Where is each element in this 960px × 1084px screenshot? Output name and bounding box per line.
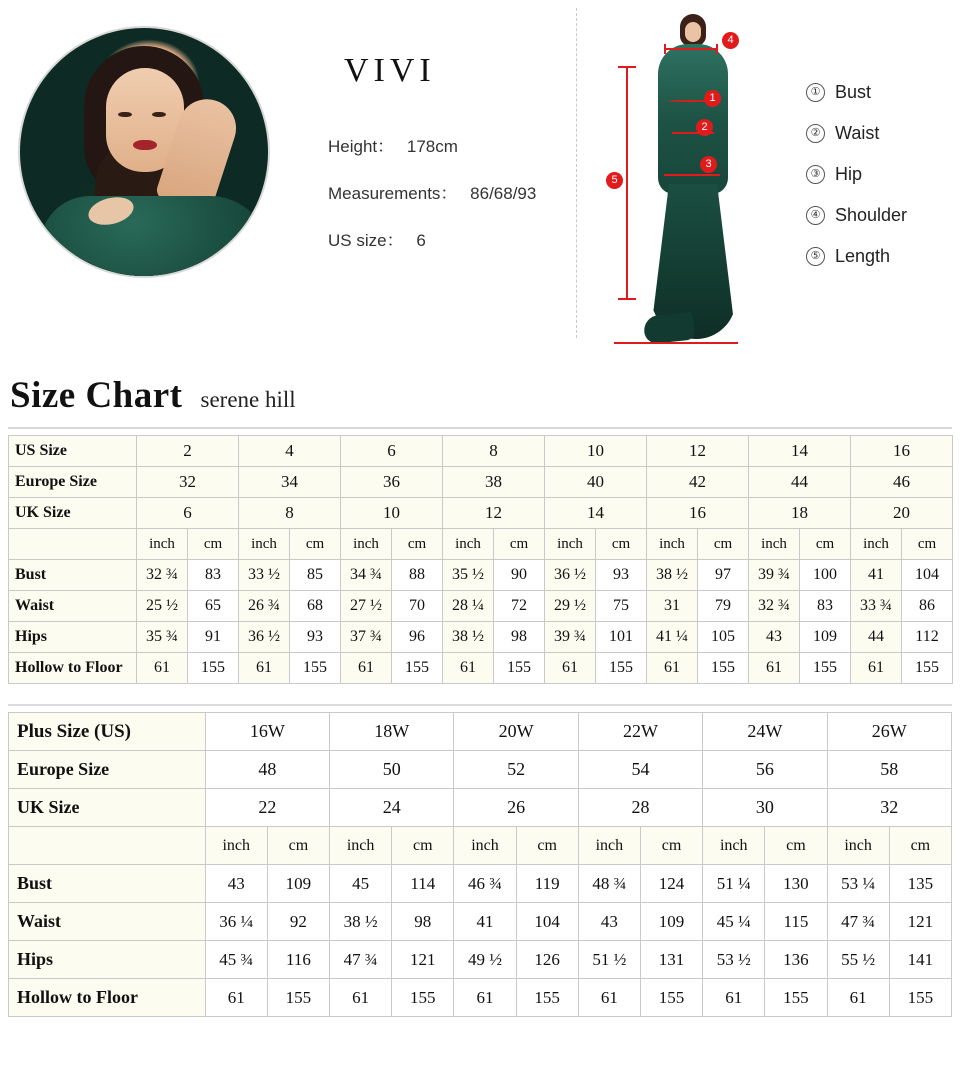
hip-measure-line bbox=[664, 174, 720, 176]
t2-unit-0: inch bbox=[205, 827, 267, 865]
t1-eu-2: 36 bbox=[341, 467, 443, 498]
legend-label-waist: Waist bbox=[835, 123, 880, 143]
model-measurements-value: 86/68/93 bbox=[470, 184, 537, 203]
table-row-uk-size-plus bbox=[9, 789, 952, 827]
t1-hips-4: 37 ¾ bbox=[341, 622, 392, 653]
t1-bust-15: 104 bbox=[902, 560, 953, 591]
table-row-waist bbox=[9, 591, 953, 622]
t2-bust-9: 130 bbox=[765, 865, 827, 903]
marker-5: 5 bbox=[606, 172, 623, 189]
t1-bust-7: 90 bbox=[494, 560, 545, 591]
t1-hips-15: 112 bbox=[902, 622, 953, 653]
t2-unit-2: inch bbox=[330, 827, 392, 865]
t1-waist-7: 72 bbox=[494, 591, 545, 622]
plus-size-table bbox=[8, 712, 952, 1017]
t1-htf-9: 155 bbox=[596, 653, 647, 684]
t1-htf-6: 61 bbox=[443, 653, 494, 684]
t1-hips-8: 39 ¾ bbox=[545, 622, 596, 653]
t1-htf-0: 61 bbox=[137, 653, 188, 684]
t2-waist-7: 109 bbox=[640, 903, 702, 941]
model-height-value: 178cm bbox=[406, 137, 458, 156]
t2-hips-0: 45 ¾ bbox=[205, 941, 267, 979]
table-row-hollow-to-floor bbox=[9, 653, 953, 684]
t2-waist-0: 36 ¼ bbox=[205, 903, 267, 941]
t1-bust-0: 32 ¾ bbox=[137, 560, 188, 591]
t2-bust-4: 46 ¾ bbox=[454, 865, 516, 903]
legend-label-hip: Hip bbox=[835, 164, 863, 184]
row-label-plus-size: Plus Size (US) bbox=[9, 713, 206, 751]
t2-waist-8: 45 ¼ bbox=[703, 903, 765, 941]
row-label-bust-plus: Bust bbox=[9, 865, 206, 903]
table-row-waist-plus bbox=[9, 903, 952, 941]
t1-bust-10: 38 ½ bbox=[647, 560, 698, 591]
t1-waist-1: 65 bbox=[188, 591, 239, 622]
t1-bust-3: 85 bbox=[290, 560, 341, 591]
legend-num-1-icon: ① bbox=[806, 83, 825, 102]
t2-waist-2: 38 ½ bbox=[330, 903, 392, 941]
t2-unit-8: inch bbox=[703, 827, 765, 865]
page-subtitle: serene hill bbox=[200, 387, 296, 412]
t1-eu-7: 46 bbox=[851, 467, 953, 498]
marker-3: 3 bbox=[700, 156, 717, 173]
t2-uk-5: 32 bbox=[827, 789, 952, 827]
vertical-divider bbox=[576, 8, 577, 338]
gown-face bbox=[685, 22, 701, 42]
t2-unit-7: cm bbox=[640, 827, 702, 865]
t1-waist-14: 33 ¾ bbox=[851, 591, 902, 622]
t1-unit-8: inch bbox=[545, 529, 596, 560]
legend-num-2-icon: ② bbox=[806, 124, 825, 143]
row-label-hollow-to-floor-plus: Hollow to Floor bbox=[9, 979, 206, 1017]
table-row-plus-size bbox=[9, 713, 952, 751]
t2-htf-10: 61 bbox=[827, 979, 889, 1017]
legend-num-3-icon: ③ bbox=[806, 165, 825, 184]
t1-bust-9: 93 bbox=[596, 560, 647, 591]
t2-waist-3: 98 bbox=[392, 903, 454, 941]
t1-unit-2: inch bbox=[239, 529, 290, 560]
t1-bust-8: 36 ½ bbox=[545, 560, 596, 591]
t2-unit-11: cm bbox=[889, 827, 951, 865]
t2-hips-2: 47 ¾ bbox=[330, 941, 392, 979]
t1-waist-8: 29 ½ bbox=[545, 591, 596, 622]
t1-unit-4: inch bbox=[341, 529, 392, 560]
t2-hips-8: 53 ½ bbox=[703, 941, 765, 979]
t1-bust-12: 39 ¾ bbox=[749, 560, 800, 591]
t1-waist-0: 25 ½ bbox=[137, 591, 188, 622]
model-photo bbox=[18, 26, 270, 278]
t2-plus-5: 26W bbox=[827, 713, 952, 751]
marker-4: 4 bbox=[722, 32, 739, 49]
t2-hips-3: 121 bbox=[392, 941, 454, 979]
t1-unit-3: cm bbox=[290, 529, 341, 560]
legend-num-4-icon: ④ bbox=[806, 206, 825, 225]
model-height-label: Height： bbox=[328, 137, 395, 156]
t1-bust-13: 100 bbox=[800, 560, 851, 591]
model-eye-right bbox=[152, 112, 166, 117]
t2-unit-9: cm bbox=[765, 827, 827, 865]
measurement-legend bbox=[806, 82, 956, 287]
t1-unit-11: cm bbox=[698, 529, 749, 560]
model-photo-illustration bbox=[20, 28, 268, 276]
t1-waist-12: 32 ¾ bbox=[749, 591, 800, 622]
t2-bust-8: 51 ¼ bbox=[703, 865, 765, 903]
t1-uk-3: 12 bbox=[443, 498, 545, 529]
t1-waist-5: 70 bbox=[392, 591, 443, 622]
t2-hips-4: 49 ½ bbox=[454, 941, 516, 979]
model-lips bbox=[133, 140, 157, 150]
row-label-us-size: US Size bbox=[9, 436, 137, 467]
t1-hips-13: 109 bbox=[800, 622, 851, 653]
t1-hips-7: 98 bbox=[494, 622, 545, 653]
t1-uk-6: 18 bbox=[749, 498, 851, 529]
shoulder-tick-left bbox=[664, 44, 666, 54]
table-row-us-size bbox=[9, 436, 953, 467]
t1-unit-6: inch bbox=[443, 529, 494, 560]
t1-hips-3: 93 bbox=[290, 622, 341, 653]
t1-bust-1: 83 bbox=[188, 560, 239, 591]
table-row-europe-size-plus bbox=[9, 751, 952, 789]
legend-item-bust bbox=[806, 82, 956, 103]
t1-unit-5: cm bbox=[392, 529, 443, 560]
t2-plus-2: 20W bbox=[454, 713, 578, 751]
t1-htf-13: 155 bbox=[800, 653, 851, 684]
table-row-hollow-to-floor-plus bbox=[9, 979, 952, 1017]
table-gap bbox=[0, 684, 960, 698]
t1-unit-12: inch bbox=[749, 529, 800, 560]
brand-name: VIVI bbox=[344, 52, 436, 89]
table-row-hips-plus bbox=[9, 941, 952, 979]
legend-item-length bbox=[806, 246, 956, 267]
t1-us-3: 8 bbox=[443, 436, 545, 467]
t2-htf-3: 155 bbox=[392, 979, 454, 1017]
t2-htf-5: 155 bbox=[516, 979, 578, 1017]
t1-bust-14: 41 bbox=[851, 560, 902, 591]
t1-unit-0: inch bbox=[137, 529, 188, 560]
legend-label-length: Length bbox=[835, 246, 891, 266]
model-details bbox=[328, 52, 628, 273]
t2-bust-3: 114 bbox=[392, 865, 454, 903]
t2-uk-1: 24 bbox=[330, 789, 454, 827]
model-measurements-row bbox=[328, 179, 628, 204]
t2-htf-1: 155 bbox=[267, 979, 329, 1017]
table-row-bust-plus bbox=[9, 865, 952, 903]
size-chart-heading bbox=[0, 370, 960, 425]
t1-bust-4: 34 ¾ bbox=[341, 560, 392, 591]
t1-us-2: 6 bbox=[341, 436, 443, 467]
t1-hips-11: 105 bbox=[698, 622, 749, 653]
table-row-units bbox=[9, 529, 953, 560]
t2-htf-6: 61 bbox=[578, 979, 640, 1017]
t1-hips-12: 43 bbox=[749, 622, 800, 653]
t2-hips-6: 51 ½ bbox=[578, 941, 640, 979]
model-ussize-row bbox=[328, 226, 628, 251]
t1-uk-7: 20 bbox=[851, 498, 953, 529]
t2-eu-5: 58 bbox=[827, 751, 952, 789]
row-label-waist-plus: Waist bbox=[9, 903, 206, 941]
t1-eu-4: 40 bbox=[545, 467, 647, 498]
table-row-europe-size bbox=[9, 467, 953, 498]
t2-uk-0: 22 bbox=[205, 789, 329, 827]
t2-waist-11: 121 bbox=[889, 903, 951, 941]
t1-unit-9: cm bbox=[596, 529, 647, 560]
length-tick-top bbox=[618, 66, 636, 68]
t1-htf-8: 61 bbox=[545, 653, 596, 684]
t1-bust-5: 88 bbox=[392, 560, 443, 591]
t1-hips-14: 44 bbox=[851, 622, 902, 653]
t1-bust-11: 97 bbox=[698, 560, 749, 591]
t1-waist-11: 79 bbox=[698, 591, 749, 622]
t2-bust-2: 45 bbox=[330, 865, 392, 903]
t2-unit-5: cm bbox=[516, 827, 578, 865]
t1-htf-12: 61 bbox=[749, 653, 800, 684]
t2-htf-9: 155 bbox=[765, 979, 827, 1017]
t2-htf-8: 61 bbox=[703, 979, 765, 1017]
t2-bust-7: 124 bbox=[640, 865, 702, 903]
t1-uk-2: 10 bbox=[341, 498, 443, 529]
plus-size-table-wrap bbox=[0, 712, 960, 1017]
t1-unit-1: cm bbox=[188, 529, 239, 560]
length-measure-line bbox=[626, 66, 628, 300]
t2-waist-9: 115 bbox=[765, 903, 827, 941]
t2-bust-6: 48 ¾ bbox=[578, 865, 640, 903]
hem-line bbox=[614, 342, 738, 344]
t1-eu-6: 44 bbox=[749, 467, 851, 498]
model-measurements-label: Measurements： bbox=[328, 184, 458, 203]
t2-htf-7: 155 bbox=[640, 979, 702, 1017]
t2-plus-4: 24W bbox=[703, 713, 827, 751]
t1-htf-2: 61 bbox=[239, 653, 290, 684]
t1-us-4: 10 bbox=[545, 436, 647, 467]
t1-hips-1: 91 bbox=[188, 622, 239, 653]
t2-waist-4: 41 bbox=[454, 903, 516, 941]
t1-us-0: 2 bbox=[137, 436, 239, 467]
t1-hips-0: 35 ¾ bbox=[137, 622, 188, 653]
t2-unit-6: inch bbox=[578, 827, 640, 865]
heading-rule bbox=[8, 427, 952, 429]
standard-size-table bbox=[8, 435, 953, 684]
t2-uk-3: 28 bbox=[578, 789, 702, 827]
t2-plus-1: 18W bbox=[330, 713, 454, 751]
t1-waist-15: 86 bbox=[902, 591, 953, 622]
legend-num-5-icon: ⑤ bbox=[806, 247, 825, 266]
length-tick-bottom bbox=[618, 298, 636, 300]
t1-hips-2: 36 ½ bbox=[239, 622, 290, 653]
table-row-hips bbox=[9, 622, 953, 653]
t2-hips-9: 136 bbox=[765, 941, 827, 979]
t2-htf-0: 61 bbox=[205, 979, 267, 1017]
t2-waist-1: 92 bbox=[267, 903, 329, 941]
t1-unit-7: cm bbox=[494, 529, 545, 560]
row-label-hips-plus: Hips bbox=[9, 941, 206, 979]
t2-unit-3: cm bbox=[392, 827, 454, 865]
gown-bodice bbox=[658, 44, 728, 194]
row-label-uk-size-plus: UK Size bbox=[9, 789, 206, 827]
t2-unit-10: inch bbox=[827, 827, 889, 865]
t1-htf-14: 61 bbox=[851, 653, 902, 684]
t1-htf-7: 155 bbox=[494, 653, 545, 684]
t2-eu-2: 52 bbox=[454, 751, 578, 789]
t1-us-7: 16 bbox=[851, 436, 953, 467]
t2-eu-4: 56 bbox=[703, 751, 827, 789]
t1-eu-5: 42 bbox=[647, 467, 749, 498]
model-height-row bbox=[328, 132, 628, 157]
row-label-uk-size: UK Size bbox=[9, 498, 137, 529]
t1-htf-11: 155 bbox=[698, 653, 749, 684]
t1-htf-5: 155 bbox=[392, 653, 443, 684]
t1-htf-15: 155 bbox=[902, 653, 953, 684]
table-row-uk-size bbox=[9, 498, 953, 529]
t1-waist-3: 68 bbox=[290, 591, 341, 622]
legend-item-hip bbox=[806, 164, 956, 185]
t2-bust-11: 135 bbox=[889, 865, 951, 903]
t2-waist-5: 104 bbox=[516, 903, 578, 941]
measurement-diagram bbox=[592, 4, 792, 350]
table-row-units-plus bbox=[9, 827, 952, 865]
t2-plus-0: 16W bbox=[205, 713, 329, 751]
legend-label-bust: Bust bbox=[835, 82, 872, 102]
t1-eu-0: 32 bbox=[137, 467, 239, 498]
row-label-hollow-to-floor: Hollow to Floor bbox=[9, 653, 137, 684]
t1-eu-3: 38 bbox=[443, 467, 545, 498]
row-label-hips: Hips bbox=[9, 622, 137, 653]
t1-uk-0: 6 bbox=[137, 498, 239, 529]
t2-plus-3: 22W bbox=[578, 713, 702, 751]
t2-hips-10: 55 ½ bbox=[827, 941, 889, 979]
t1-waist-2: 26 ¾ bbox=[239, 591, 290, 622]
t2-uk-2: 26 bbox=[454, 789, 578, 827]
row-label-units bbox=[9, 529, 137, 560]
t1-bust-2: 33 ½ bbox=[239, 560, 290, 591]
t2-htf-4: 61 bbox=[454, 979, 516, 1017]
t1-unit-13: cm bbox=[800, 529, 851, 560]
t1-unit-10: inch bbox=[647, 529, 698, 560]
legend-item-waist bbox=[806, 123, 956, 144]
t2-hips-5: 126 bbox=[516, 941, 578, 979]
legend-label-shoulder: Shoulder bbox=[835, 205, 908, 225]
t1-waist-6: 28 ¼ bbox=[443, 591, 494, 622]
t2-waist-10: 47 ¾ bbox=[827, 903, 889, 941]
model-info-section bbox=[0, 0, 960, 370]
row-label-bust: Bust bbox=[9, 560, 137, 591]
t2-hips-7: 131 bbox=[640, 941, 702, 979]
t1-waist-13: 83 bbox=[800, 591, 851, 622]
t1-htf-3: 155 bbox=[290, 653, 341, 684]
t1-uk-5: 16 bbox=[647, 498, 749, 529]
model-eye-left bbox=[118, 112, 132, 117]
table-separator bbox=[8, 704, 952, 706]
t1-waist-9: 75 bbox=[596, 591, 647, 622]
model-ussize-label: US size： bbox=[328, 231, 404, 250]
t2-bust-5: 119 bbox=[516, 865, 578, 903]
t1-us-5: 12 bbox=[647, 436, 749, 467]
t1-us-6: 14 bbox=[749, 436, 851, 467]
shoulder-measure-line bbox=[664, 48, 718, 50]
t2-waist-6: 43 bbox=[578, 903, 640, 941]
t1-htf-1: 155 bbox=[188, 653, 239, 684]
gown-train bbox=[643, 311, 696, 344]
t2-bust-10: 53 ¼ bbox=[827, 865, 889, 903]
model-dress bbox=[40, 196, 268, 276]
t1-us-1: 4 bbox=[239, 436, 341, 467]
t2-unit-1: cm bbox=[267, 827, 329, 865]
t1-waist-4: 27 ½ bbox=[341, 591, 392, 622]
t1-hips-6: 38 ½ bbox=[443, 622, 494, 653]
marker-2: 2 bbox=[696, 119, 713, 136]
t1-unit-14: inch bbox=[851, 529, 902, 560]
page-title: Size Chart bbox=[10, 375, 183, 416]
t2-uk-4: 30 bbox=[703, 789, 827, 827]
t1-hips-5: 96 bbox=[392, 622, 443, 653]
row-label-europe-size: Europe Size bbox=[9, 467, 137, 498]
t2-htf-2: 61 bbox=[330, 979, 392, 1017]
shoulder-tick-right bbox=[716, 44, 718, 54]
t2-htf-11: 155 bbox=[889, 979, 951, 1017]
t2-hips-11: 141 bbox=[889, 941, 951, 979]
model-ussize-value: 6 bbox=[416, 231, 426, 250]
t1-hips-9: 101 bbox=[596, 622, 647, 653]
t1-uk-4: 14 bbox=[545, 498, 647, 529]
t1-uk-1: 8 bbox=[239, 498, 341, 529]
t2-bust-0: 43 bbox=[205, 865, 267, 903]
row-label-europe-size-plus: Europe Size bbox=[9, 751, 206, 789]
standard-size-table-wrap bbox=[0, 435, 960, 684]
t2-eu-0: 48 bbox=[205, 751, 329, 789]
row-label-units-plus bbox=[9, 827, 206, 865]
marker-1: 1 bbox=[704, 90, 721, 107]
legend-item-shoulder bbox=[806, 205, 956, 226]
t2-eu-1: 50 bbox=[330, 751, 454, 789]
t1-htf-10: 61 bbox=[647, 653, 698, 684]
t2-eu-3: 54 bbox=[578, 751, 702, 789]
t1-htf-4: 61 bbox=[341, 653, 392, 684]
t1-hips-10: 41 ¼ bbox=[647, 622, 698, 653]
t1-eu-1: 34 bbox=[239, 467, 341, 498]
table-row-bust bbox=[9, 560, 953, 591]
t1-unit-15: cm bbox=[902, 529, 953, 560]
t2-bust-1: 109 bbox=[267, 865, 329, 903]
t1-bust-6: 35 ½ bbox=[443, 560, 494, 591]
t1-waist-10: 31 bbox=[647, 591, 698, 622]
t2-hips-1: 116 bbox=[267, 941, 329, 979]
row-label-waist: Waist bbox=[9, 591, 137, 622]
t2-unit-4: inch bbox=[454, 827, 516, 865]
